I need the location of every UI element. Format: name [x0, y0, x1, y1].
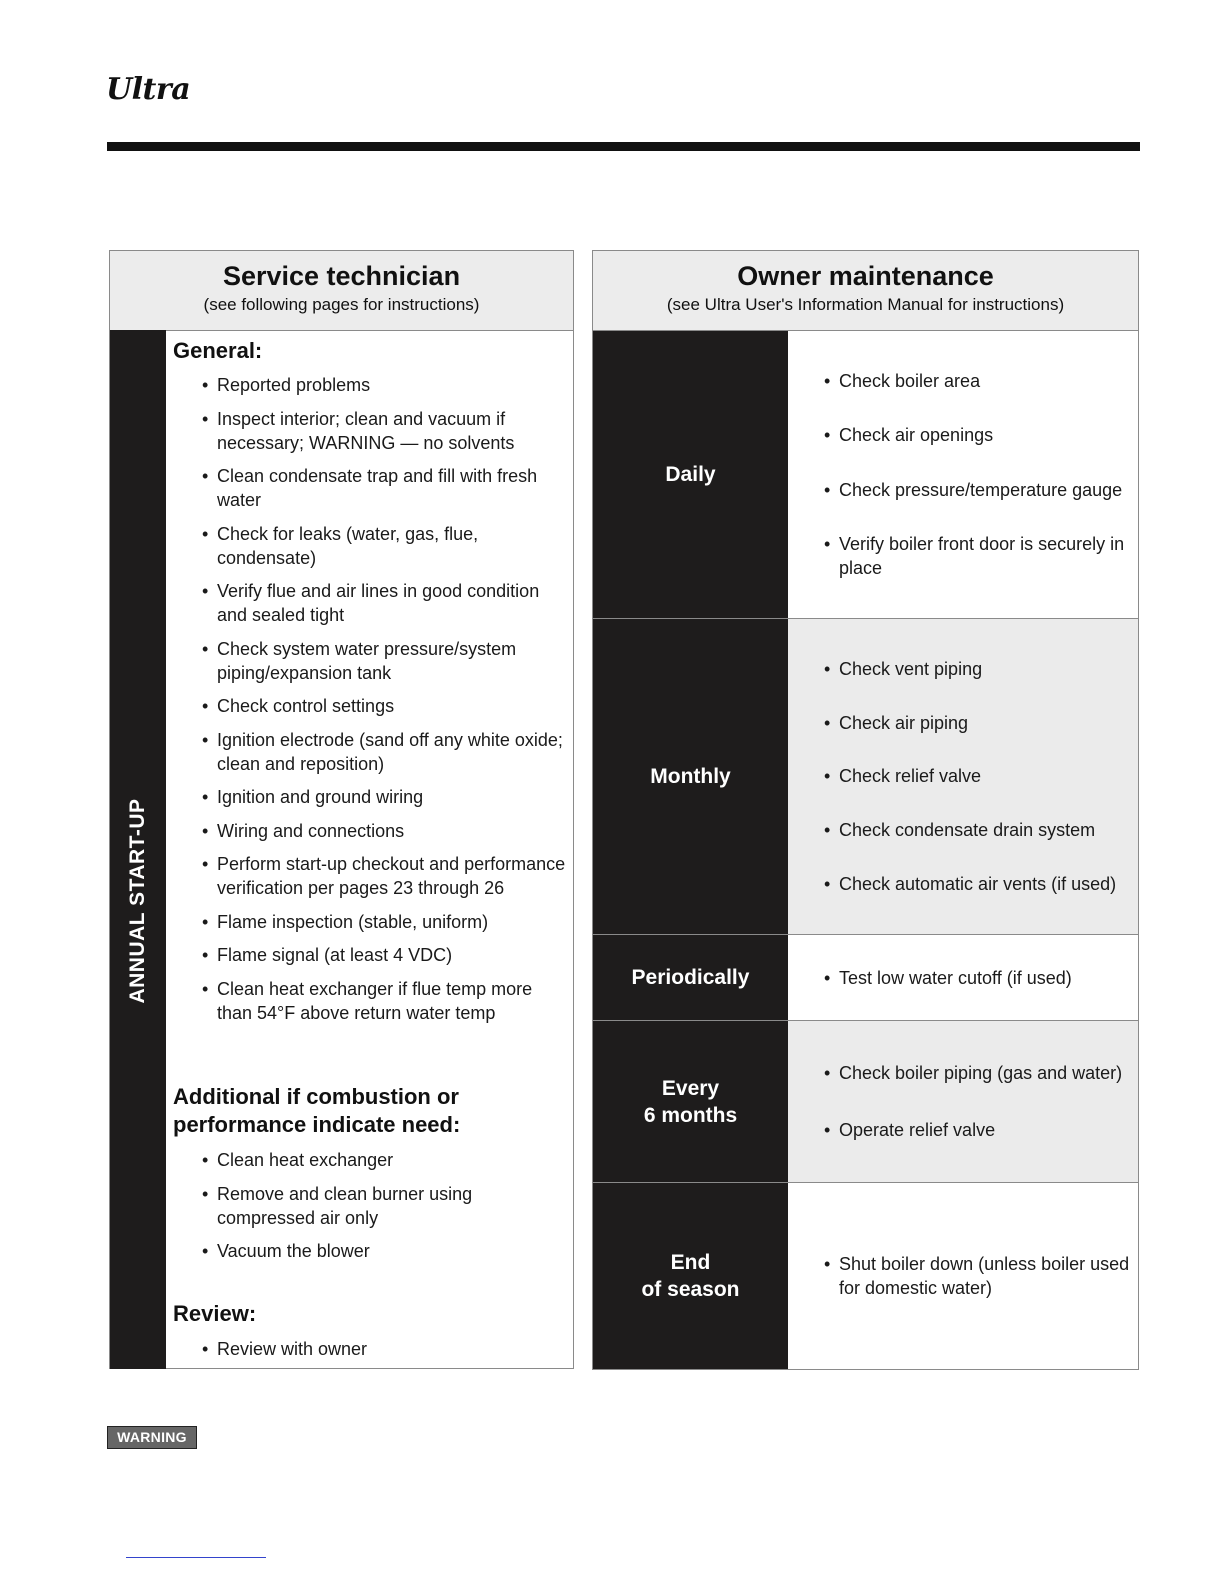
- list-item: • Shut boiler down (unless boiler used for domestic water): [788, 1252, 1138, 1300]
- list-item: • Flame inspection (stable, uniform): [202, 910, 572, 934]
- list-item: • Test low water cutoff (if used): [788, 966, 1138, 990]
- schedule-label-line: Every: [661, 1076, 720, 1100]
- schedule-items: [788, 1021, 1138, 1182]
- service-technician-subtitle: (see following pages for instructions): [203, 295, 480, 314]
- review-heading: Review:: [173, 1301, 257, 1326]
- owner-maintenance-title: Owner maintenance: [737, 261, 994, 291]
- list-item: • Vacuum the blower: [202, 1239, 572, 1263]
- list-item: • Check relief valve: [788, 764, 1138, 788]
- list-item: • Check air piping: [788, 711, 1138, 735]
- owner-maintenance-subtitle: (see Ultra User's Information Manual for instructions): [666, 295, 1065, 314]
- list-item: • Remove and clean burner using compressed air only: [202, 1182, 572, 1230]
- schedule-row-daily: [593, 330, 1138, 618]
- schedule-label-line: 6 months: [643, 1103, 738, 1127]
- schedule-items: [788, 1183, 1138, 1369]
- schedule-items: [788, 331, 1138, 618]
- review-list: [202, 1337, 572, 1371]
- schedule-row-monthly: [593, 618, 1138, 934]
- service-technician-title: Service technician: [222, 261, 461, 291]
- list-item: • Reported problems: [202, 373, 572, 397]
- owner-maintenance-header: [593, 251, 1138, 331]
- service-technician-header: [110, 251, 573, 331]
- general-heading: General:: [173, 338, 263, 363]
- schedule-label: [593, 1183, 788, 1369]
- list-item: • Check condensate drain system: [788, 818, 1138, 842]
- schedule-row-periodically: [593, 934, 1138, 1020]
- list-item: • Clean heat exchanger if flue temp more than 54°F above return water temp: [202, 977, 572, 1025]
- list-item: • Inspect interior; clean and vacuum if necessary; WARNING — no solvents: [202, 407, 572, 455]
- general-list: [202, 373, 572, 1034]
- list-item: • Perform start-up checkout and performance verification per pages 23 through 26: [202, 852, 572, 900]
- list-item: • Check vent piping: [788, 657, 1138, 681]
- annual-start-up-band: [110, 330, 166, 1369]
- list-item: • Verify boiler front door is securely in place: [788, 532, 1138, 580]
- additional-heading: Additional if combustion or performance indicate need:: [173, 1084, 461, 1137]
- list-item: • Check boiler area: [788, 369, 1138, 393]
- list-item: • Check for leaks (water, gas, flue, condensate): [202, 522, 572, 570]
- list-item: • Check air openings: [788, 423, 1138, 447]
- header-rule: [107, 142, 1140, 151]
- owner-maintenance-panel: [592, 250, 1139, 1370]
- list-item: • Review with owner: [202, 1337, 572, 1361]
- service-technician-panel: [109, 250, 574, 1369]
- schedule-label: Monthly: [593, 619, 788, 934]
- list-item: • Operate relief valve: [788, 1118, 1138, 1142]
- list-item: • Check boiler piping (gas and water): [788, 1061, 1138, 1085]
- warning-badge: WARNING: [107, 1426, 197, 1449]
- list-item: • Flame signal (at least 4 VDC): [202, 943, 572, 967]
- schedule-items: [788, 619, 1138, 934]
- schedule-label: Daily: [593, 331, 788, 618]
- list-item: • Ignition and ground wiring: [202, 785, 572, 809]
- additional-list: [202, 1148, 572, 1273]
- list-item: • Check pressure/temperature gauge: [788, 478, 1138, 502]
- schedule-label: [593, 1021, 788, 1182]
- list-item: • Check automatic air vents (if used): [788, 872, 1138, 896]
- list-item: • Check system water pressure/system piping/expansion tank: [202, 637, 572, 685]
- annual-start-up-label: ANNUAL START-UP: [126, 798, 149, 1004]
- schedule-items: [788, 935, 1138, 1020]
- list-item: • Ignition electrode (sand off any white oxide; clean and reposition): [202, 728, 572, 776]
- list-item: • Check control settings: [202, 694, 572, 718]
- schedule-label: Periodically: [593, 935, 788, 1020]
- list-item: • Clean heat exchanger: [202, 1148, 572, 1172]
- schedule-row-every-6-months: [593, 1020, 1138, 1182]
- schedule-label-line: End: [670, 1251, 711, 1274]
- list-item: • Clean condensate trap and fill with fresh water: [202, 464, 572, 512]
- list-item: • Verify flue and air lines in good condition and sealed tight: [202, 579, 572, 627]
- schedule-row-end-of-season: [593, 1182, 1138, 1369]
- list-item: • Wiring and connections: [202, 819, 572, 843]
- footer-link-line: [126, 1557, 266, 1558]
- brand-logo: Ultra: [106, 72, 191, 107]
- schedule-label-line: of season: [641, 1278, 740, 1301]
